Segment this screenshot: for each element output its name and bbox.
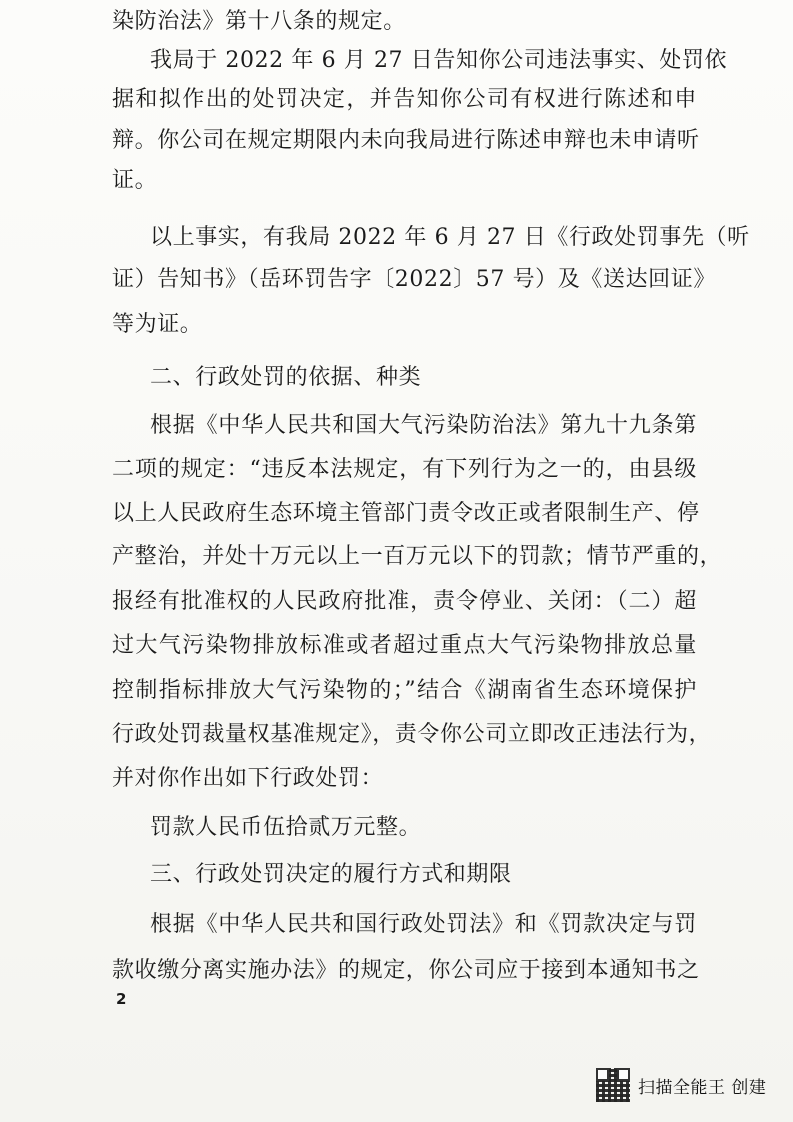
text-line: 报经有批准权的人民政府批准，责令停业、关闭：（二）超 — [112, 589, 697, 614]
text-line: 行政处罚裁量权基准规定》，责令你公司立即改正违法行为， — [112, 722, 712, 747]
page-number: 2 — [116, 990, 127, 1008]
text-line: 根据《中华人民共和国行政处罚法》和《罚款决定与罚 — [150, 912, 697, 937]
text-line: 证。 — [112, 168, 158, 193]
text-line: 等为证。 — [112, 312, 203, 337]
text-line: 染防治法》第十八条的规定。 — [112, 9, 406, 34]
text-line: 过大气污染物排放标准或者超过重点大气污染物排放总量 — [112, 633, 697, 658]
text-line: 根据《中华人民共和国大气污染防治法》第九十九条第 — [150, 413, 697, 438]
section-heading: 二、行政处罚的依据、种类 — [150, 365, 422, 390]
text-line: 二项的规定：“违反本法规定，有下列行为之一的，由县级 — [112, 457, 697, 482]
watermark-text: 扫描全能王 创建 — [638, 1077, 767, 1098]
text-line: 款收缴分离实施办法》的规定，你公司应于接到本通知书之 — [112, 958, 700, 983]
qr-code-icon — [596, 1068, 630, 1102]
text-line: 控制指标排放大气污染物的；”结合《湖南省生态环境保护 — [112, 678, 697, 703]
text-line: 以上人民政府生态环境主管部门责令改正或者限制生产、停 — [112, 501, 700, 526]
text-line: 辩。你公司在规定期限内未向我局进行陈述申辩也未申请听 — [112, 128, 700, 153]
text-line: 据和拟作出的处罚决定，并告知你公司有权进行陈述和申 — [112, 87, 697, 112]
text-line: 并对你作出如下行政处罚： — [112, 766, 384, 791]
text-line: 产整治，并处十万元以上一百万元以下的罚款；情节严重的， — [112, 544, 723, 569]
section-heading: 三、行政处罚决定的履行方式和期限 — [150, 862, 512, 887]
scanner-watermark — [596, 1068, 766, 1102]
text-line: 罚款人民币伍拾贰万元整。 — [150, 815, 422, 840]
text-line: 我局于 2022 年 6 月 27 日告知你公司违法事实、处罚依 — [150, 48, 728, 73]
text-line: 以上事实，有我局 2022 年 6 月 27 日《行政处罚事先（听 — [150, 225, 750, 250]
text-line: 证）告知书》（岳环罚告字〔2022〕57 号）及《送达回证》 — [112, 267, 716, 292]
